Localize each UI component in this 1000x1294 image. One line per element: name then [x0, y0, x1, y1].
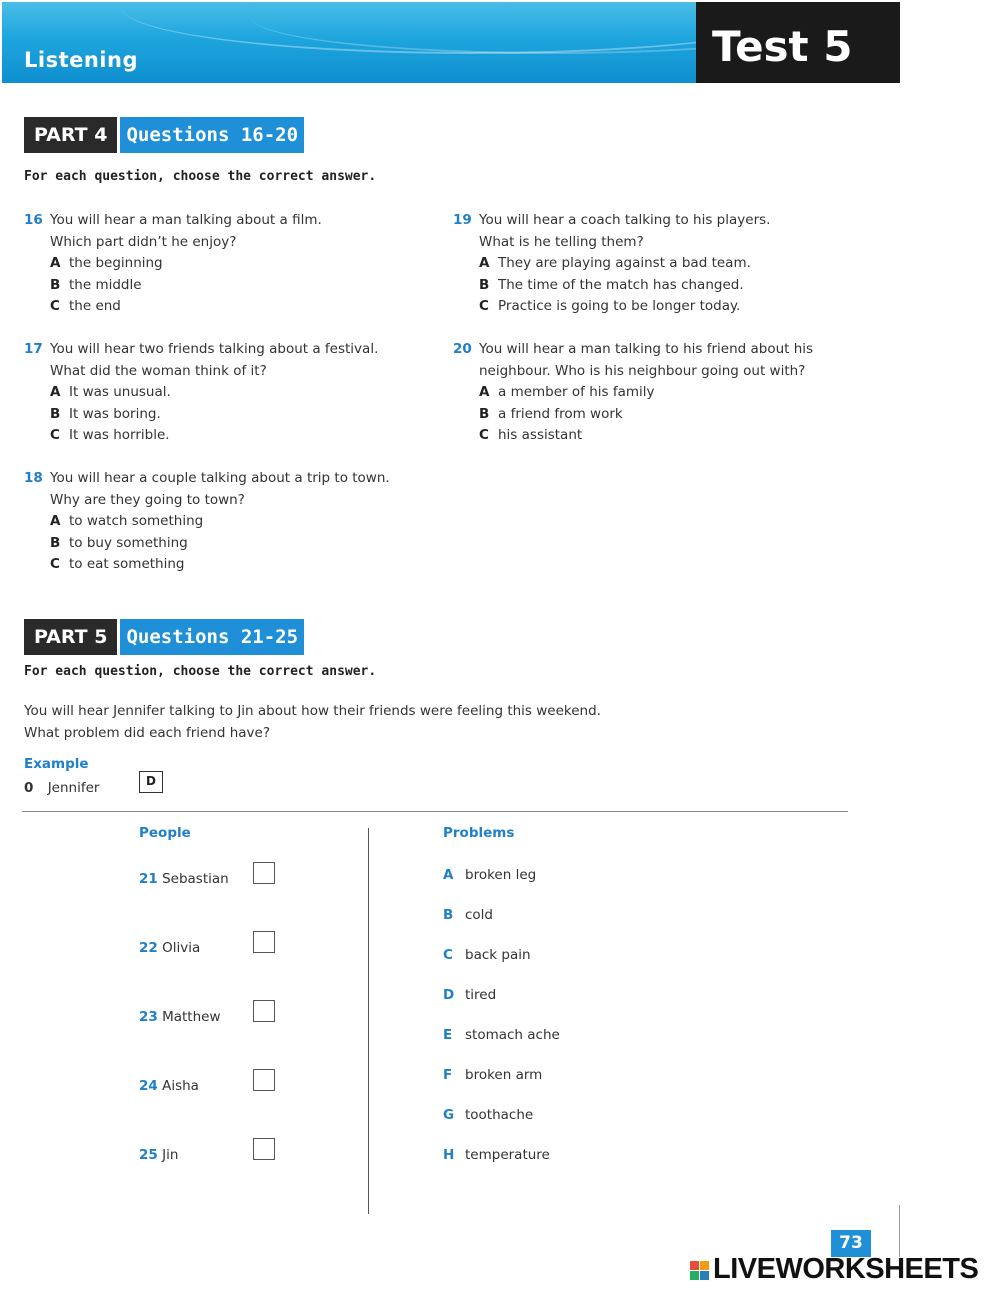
question-stem: You will hear two friends talking about a festival. [50, 341, 379, 357]
question-16 [24, 210, 424, 318]
option-c[interactable]: C his assistant [479, 427, 583, 443]
answer-box-25[interactable] [253, 1138, 275, 1160]
part4-label: PART 4 [24, 117, 117, 153]
example-name: Jennifer [47, 780, 100, 796]
question-20 [453, 339, 893, 447]
part4-range: Questions 16-20 [120, 117, 304, 153]
liveworksheets-text: LIVEWORKSHEETS [713, 1253, 979, 1285]
part5-heading [24, 619, 304, 655]
person-24: 24 Aisha [139, 1078, 199, 1094]
part5-instruction: For each question, choose the correct answer. [24, 664, 377, 679]
part5-intro: You will hear Jennifer talking to Jin about how their friends were feeling this weekend. [24, 703, 601, 719]
option-a[interactable]: A It was unusual. [50, 384, 171, 400]
person-23: 23 Matthew [139, 1009, 221, 1025]
question-prompt: What is he telling them? [479, 233, 644, 250]
question-stem: You will hear a coach talking to his players. [479, 212, 771, 228]
question-number: 17 [24, 341, 43, 357]
question-prompt: Why are they going to town? [50, 491, 245, 508]
part4-heading [24, 117, 304, 153]
example-number: 0 [24, 780, 34, 796]
option-a[interactable]: A a member of his family [479, 384, 655, 400]
question-number: 20 [453, 341, 472, 357]
question-18 [24, 468, 424, 576]
problem-c: C back pain [443, 947, 531, 963]
question-number: 16 [24, 212, 43, 228]
question-19 [453, 210, 883, 318]
answer-box-24[interactable] [253, 1069, 275, 1091]
column-divider [368, 828, 369, 1214]
option-a[interactable]: A the beginning [50, 255, 163, 271]
answer-box-21[interactable] [253, 862, 275, 884]
part5-prompt: What problem did each friend have? [24, 725, 271, 741]
problem-g: G toothache [443, 1107, 534, 1123]
option-c[interactable]: C Practice is going to be longer today. [479, 298, 741, 314]
question-prompt: Which part didn’t he enjoy? [50, 233, 237, 250]
option-b[interactable]: B the middle [50, 276, 142, 293]
divider [22, 811, 848, 812]
question-stem: You will hear a man talking to his friend about his [479, 341, 814, 357]
question-number: 19 [453, 212, 472, 228]
part5-range: Questions 21-25 [120, 619, 304, 655]
people-heading: People [139, 825, 191, 841]
example-answer-box: D [139, 771, 163, 793]
option-a[interactable]: A to watch something [50, 513, 204, 529]
question-prompt: neighbour. Who is his neighbour going out with? [479, 362, 806, 379]
example-label: Example [24, 756, 89, 772]
question-number: 18 [24, 470, 43, 486]
part5-label: PART 5 [24, 619, 117, 655]
problem-f: F broken arm [443, 1067, 543, 1083]
problem-a: A broken leg [443, 867, 537, 883]
problem-e: E stomach ache [443, 1027, 560, 1043]
answer-box-22[interactable] [253, 931, 275, 953]
person-25: 25 Jin [139, 1147, 179, 1163]
option-c[interactable]: C to eat something [50, 556, 185, 572]
problem-d: D tired [443, 987, 497, 1003]
option-b[interactable]: B The time of the match has changed. [479, 276, 744, 293]
option-b[interactable]: B a friend from work [479, 405, 623, 422]
part4-instruction: For each question, choose the correct answer. [24, 169, 377, 184]
page-number: 73 [831, 1230, 871, 1257]
person-21: 21 Sebastian [139, 871, 229, 887]
question-17 [24, 339, 424, 447]
liveworksheets-logo[interactable] [690, 1253, 978, 1286]
person-22: 22 Olivia [139, 940, 201, 956]
example-row [24, 777, 99, 799]
option-c[interactable]: C It was horrible. [50, 427, 170, 443]
section-title: Listening [24, 48, 138, 72]
problem-h: H temperature [443, 1147, 550, 1163]
problem-b: B cold [443, 907, 494, 923]
test-label-box [696, 2, 900, 83]
option-b[interactable]: B to buy something [50, 534, 188, 551]
problems-heading: Problems [443, 825, 515, 841]
option-c[interactable]: C the end [50, 298, 121, 314]
test-title: Test 5 [712, 22, 853, 71]
answer-box-23[interactable] [253, 1000, 275, 1022]
page-edge-line [899, 1205, 900, 1257]
option-a[interactable]: A They are playing against a bad team. [479, 255, 751, 271]
question-prompt: What did the woman think of it? [50, 362, 267, 379]
question-stem: You will hear a couple talking about a trip to town. [50, 470, 390, 486]
liveworksheets-icon [690, 1261, 709, 1280]
question-stem: You will hear a man talking about a film. [50, 212, 322, 228]
option-b[interactable]: B It was boring. [50, 405, 161, 422]
